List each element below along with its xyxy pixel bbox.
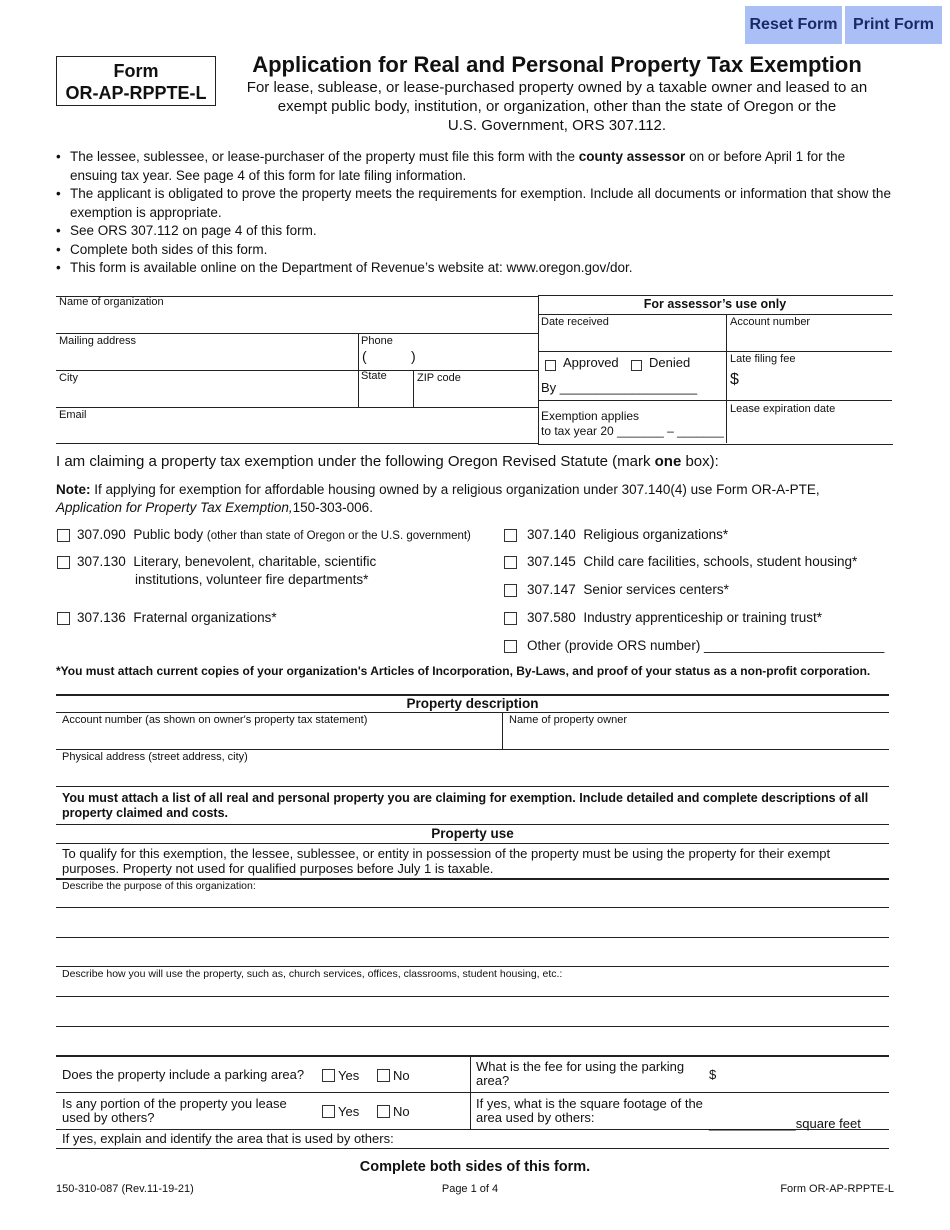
org-name-label: Name of organization	[59, 296, 164, 308]
account-number-label: Account number	[730, 316, 811, 328]
approved-checkbox[interactable]	[545, 360, 556, 371]
divider	[56, 1055, 889, 1057]
footer-form-number: 150-310-087 (Rev.11-19-21)	[56, 1183, 194, 1195]
mailing-address-input[interactable]	[58, 349, 358, 370]
state-input[interactable]	[360, 386, 414, 407]
divider	[56, 824, 889, 825]
divider	[56, 843, 889, 844]
divider	[56, 1026, 889, 1027]
purpose-label: Describe the purpose of this organization:	[62, 880, 256, 892]
divider	[538, 351, 726, 352]
instruction-item: • Complete both sides of this form.	[56, 241, 896, 260]
statute-307147	[527, 582, 729, 597]
instruction-text: on or before April 1 for the ensuing tax year. See page 4 of this form for late filing information.	[70, 149, 846, 183]
purpose-input-line3[interactable]	[60, 945, 889, 967]
divider	[56, 407, 538, 408]
statute-text: Fraternal organizations*	[133, 610, 277, 625]
footer-form-id: Form OR-AP-RPPTE-L	[780, 1183, 894, 1195]
instruction-item: • The applicant is obligated to prove the property meets the requirements for exemption. Include all documents or information that show the exemption is appropriate.	[56, 185, 896, 222]
claim-text: box):	[681, 453, 719, 470]
fee-q-line1: What is the fee for using the parking	[476, 1059, 685, 1074]
divider	[56, 1148, 889, 1149]
attach-note: *You must attach current copies of your organization's Articles of Incorporation, By-Laws, and proof of your status as a non-profit corporation.	[56, 664, 871, 678]
shared-no-checkbox[interactable]	[377, 1105, 390, 1118]
owner-label: Name of property owner	[509, 714, 627, 726]
phone-paren-open: (	[362, 348, 367, 364]
sqft-q-line2: area used by others:	[476, 1110, 595, 1125]
divider	[56, 786, 889, 787]
phone-area-input[interactable]	[370, 349, 414, 370]
exemption-applies-line2: to tax year 20 _______ – _______	[541, 424, 724, 438]
phone-label: Phone	[361, 335, 393, 347]
statute-text: Public body	[133, 527, 204, 542]
checkbox-307580[interactable]	[504, 612, 517, 625]
claim-text: I am claiming a property tax exemption under the following Oregon Revised Statute (mark	[56, 453, 655, 470]
divider	[56, 1092, 889, 1093]
page-title: Application for Real and Personal Property Tax Exemption	[252, 52, 862, 77]
phone-paren-close: )	[411, 348, 416, 364]
divider	[358, 333, 359, 407]
form-id-line2: OR-AP-RPPTE-L	[65, 83, 207, 103]
approved-label: Approved	[563, 355, 619, 370]
print-form-button[interactable]: Print Form	[845, 6, 942, 44]
explain-label: If yes, explain and identify the area that is used by others:	[62, 1131, 394, 1146]
instruction-text: The lessee, sublessee, or lease-purchaser of the property must file this form with the	[70, 149, 579, 164]
divider	[56, 966, 889, 967]
checkbox-307090[interactable]	[57, 529, 70, 542]
state-label: State	[361, 370, 387, 382]
late-fee-label: Late filing fee	[730, 353, 796, 365]
form-id-box	[56, 56, 216, 106]
checkbox-307130[interactable]	[57, 556, 70, 569]
footer-page-number: Page 1 of 4	[441, 1183, 499, 1195]
date-received-label: Date received	[541, 316, 609, 328]
divider	[56, 996, 889, 997]
use-input-line1[interactable]	[60, 981, 889, 997]
checkbox-307140[interactable]	[504, 529, 517, 542]
statute-num: 307.136	[77, 610, 126, 625]
parking-question: Does the property include a parking area?	[62, 1067, 305, 1082]
account-label: Account number (as shown on owner's property tax statement)	[62, 714, 368, 726]
statute-307145	[527, 554, 857, 569]
property-use-header: Property use	[431, 826, 514, 841]
statute-small: (other than state of Oregon or the U.S. government)	[206, 530, 471, 542]
parking-fee-question	[476, 1060, 684, 1088]
divider	[502, 712, 503, 749]
property-description-header: Property description	[406, 696, 539, 711]
instruction-item: • This form is available online on the Department of Revenue’s website at: www.oregon.gov/dor.	[56, 259, 896, 278]
statute-num: 307.147	[527, 582, 576, 597]
physical-address-input[interactable]	[60, 765, 889, 786]
subtitle-line1: For lease, sublease, or lease-purchased property owned by a taxable owner and leased to an	[246, 79, 868, 96]
zip-input[interactable]	[416, 386, 538, 407]
statute-num: 307.130	[77, 554, 126, 569]
divider	[56, 370, 538, 371]
statute-307580	[527, 610, 822, 625]
q2-line1: Is any portion of the property you lease	[62, 1096, 287, 1111]
divider	[56, 907, 889, 908]
statute-other: Other (provide ORS number) ________________________	[527, 638, 885, 653]
parking-yes-checkbox[interactable]	[322, 1069, 335, 1082]
shared-yes-label: Yes	[338, 1104, 360, 1119]
statute-text: Religious organizations*	[583, 527, 729, 542]
city-input[interactable]	[58, 386, 358, 407]
shared-no-label: No	[393, 1104, 410, 1119]
note-end: 150-303-006.	[292, 500, 373, 515]
statute-text: Senior services centers*	[583, 582, 729, 597]
divider	[56, 749, 889, 750]
reset-form-button[interactable]: Reset Form	[745, 6, 842, 44]
instructions-list	[56, 148, 896, 278]
phone-number-input[interactable]	[420, 349, 538, 370]
statute-307136	[77, 610, 277, 625]
parking-fee-dollar: $	[709, 1067, 717, 1082]
checkbox-307145[interactable]	[504, 556, 517, 569]
statute-num: 307.580	[527, 610, 576, 625]
org-name-input[interactable]	[58, 311, 538, 333]
statute-307130-line2: institutions, volunteer fire departments*	[135, 572, 369, 587]
zip-label: ZIP code	[417, 372, 461, 384]
assessor-header: For assessor’s use only	[643, 297, 787, 311]
q2-line2: used by others?	[62, 1110, 155, 1125]
parking-fee-input[interactable]	[722, 1064, 886, 1086]
form-id-line1: Form	[113, 61, 159, 81]
purpose-input-line1[interactable]	[60, 893, 889, 908]
note-italic: Application for Property Tax Exemption,	[56, 500, 293, 515]
statute-text: Industry apprenticeship or training trust*	[583, 610, 822, 625]
statute-307130	[77, 554, 376, 569]
property-account-input[interactable]	[60, 728, 502, 749]
shared-use-question	[62, 1097, 287, 1125]
parking-no-label: No	[393, 1068, 410, 1083]
sqft-suffix: ____________square feet	[709, 1116, 861, 1131]
complete-both-sides: Complete both sides of this form.	[359, 1159, 591, 1175]
claim-note	[56, 481, 896, 517]
instruction-item	[56, 148, 896, 185]
property-use-intro: To qualify for this exemption, the lessee, sublessee, or entity in possession of the property must be using the property for their exempt purposes. Property not used for qualified purposes before July 1 is taxable.	[62, 846, 831, 876]
divider	[56, 937, 889, 938]
purpose-input-line2[interactable]	[60, 915, 889, 937]
city-label: City	[59, 372, 78, 384]
statute-num: 307.140	[527, 527, 576, 542]
use-label: Describe how you will use the property, such as, church services, offices, classrooms, student housing, etc.:	[62, 968, 563, 980]
subtitle-line3: U.S. Government, ORS 307.112.	[447, 117, 667, 134]
note-text: If applying for exemption for affordable housing owned by a religious organization under 307.140(4) use Form OR-A-PTE,	[90, 482, 820, 497]
denied-checkbox[interactable]	[631, 360, 642, 371]
instruction-item: • See ORS 307.112 on page 4 of this form.	[56, 222, 896, 241]
late-fee-dollar: $	[730, 371, 739, 388]
email-label: Email	[59, 409, 87, 421]
parking-no-checkbox[interactable]	[377, 1069, 390, 1082]
checkbox-307147[interactable]	[504, 584, 517, 597]
exemption-applies-line1: Exemption applies	[541, 409, 640, 423]
sqft-q-line1: If yes, what is the square footage of the	[476, 1096, 703, 1111]
denied-label: Denied	[649, 355, 691, 370]
statute-num: 307.145	[527, 554, 576, 569]
email-input[interactable]	[58, 423, 538, 444]
parking-yes-label: Yes	[338, 1068, 360, 1083]
physical-address-label: Physical address (street address, city)	[62, 751, 248, 763]
property-owner-input[interactable]	[507, 728, 889, 749]
divider	[538, 314, 892, 315]
checkbox-307136[interactable]	[57, 612, 70, 625]
subtitle-line2: exempt public body, institution, or organization, other than the state of Oregon or the	[277, 98, 837, 115]
claim-bold: one	[654, 453, 682, 470]
divider	[726, 351, 892, 352]
instruction-bold: county assessor	[578, 149, 686, 164]
divider	[56, 333, 538, 334]
fee-q-line2: area?	[476, 1073, 510, 1088]
claim-statement	[56, 453, 719, 470]
lease-expiration-label: Lease expiration date	[730, 403, 836, 415]
use-input-line2[interactable]	[60, 1004, 889, 1026]
statute-num: 307.090	[77, 527, 126, 542]
statute-307140	[527, 527, 728, 542]
page-subtitle	[232, 78, 882, 135]
mailing-address-label: Mailing address	[59, 335, 137, 347]
by-line: By ___________________	[541, 380, 698, 395]
shared-yes-checkbox[interactable]	[322, 1105, 335, 1118]
sqft-question	[476, 1097, 703, 1125]
attach-list-note: You must attach a list of all real and personal property you are claiming for exemption. Include detailed and complete descriptions of all property claimed and costs.	[62, 791, 869, 820]
statute-307090	[77, 527, 471, 542]
statute-text: Child care facilities, schools, student housing*	[583, 554, 858, 569]
note-bold: Note:	[56, 482, 91, 497]
divider	[726, 314, 727, 443]
divider	[726, 400, 892, 401]
divider	[538, 400, 726, 401]
checkbox-other[interactable]	[504, 640, 517, 653]
divider	[56, 712, 889, 713]
statute-text: Literary, benevolent, charitable, scientific	[133, 554, 377, 569]
